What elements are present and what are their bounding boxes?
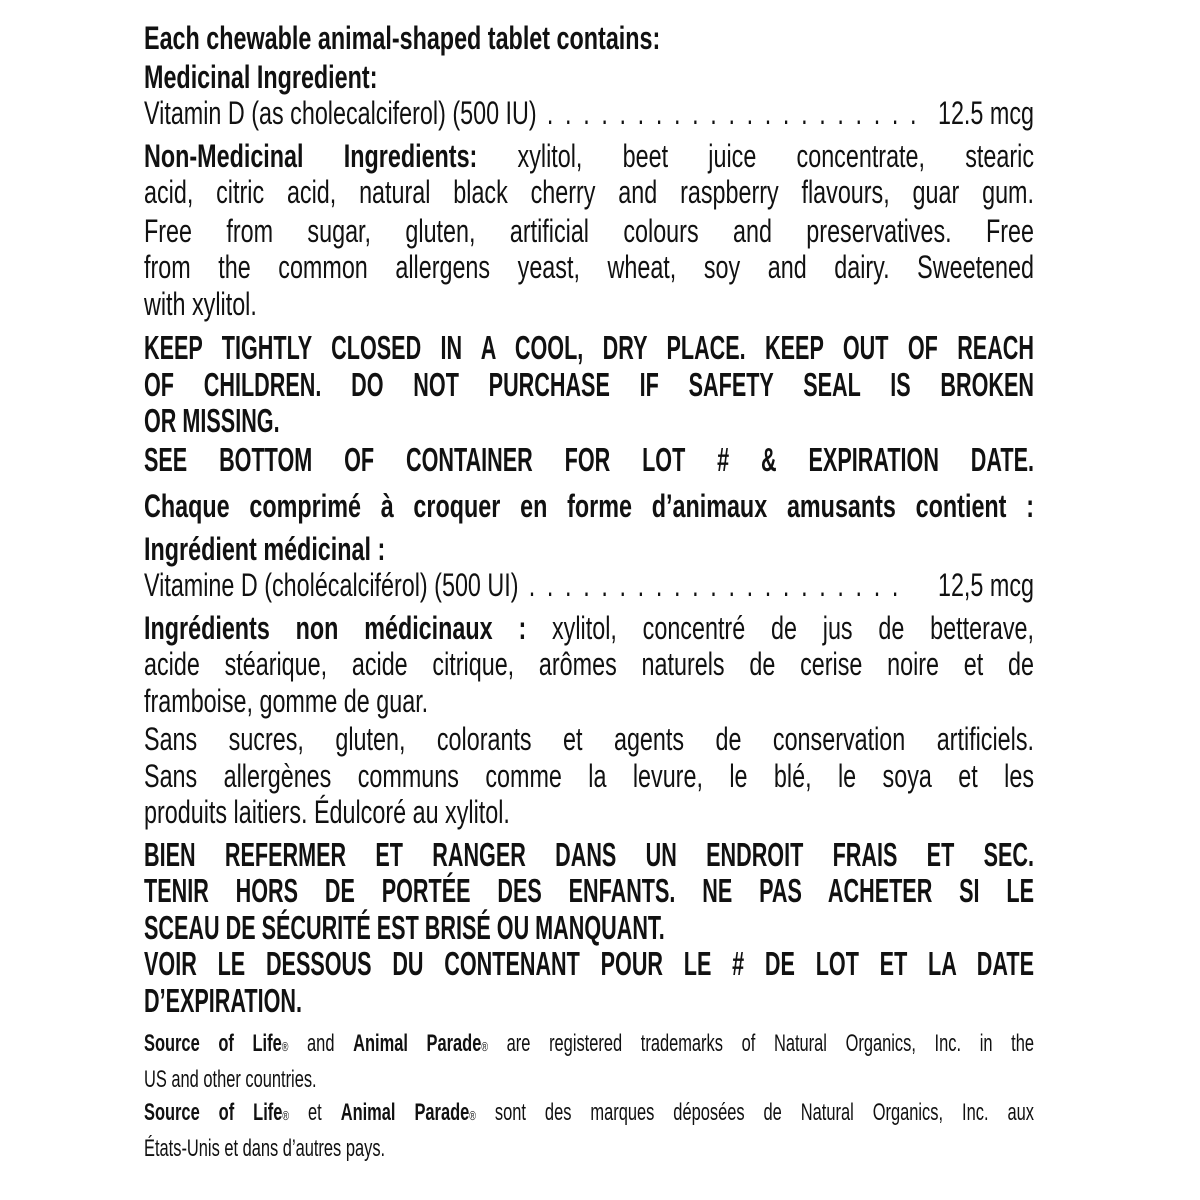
fr-non-medicinal-heading: Ingrédients non médicinaux : — [144, 609, 527, 646]
registered-mark: ® — [281, 1039, 289, 1054]
en-storage-warning-line3: OR MISSING. — [144, 402, 280, 439]
en-lot-expiration-line: SEE BOTTOM OF CONTAINER FOR LOT # & EXPIRATION DATE. — [144, 440, 1034, 478]
fr-vitamin-d-row — [144, 567, 1034, 604]
registered-mark: ® — [282, 1108, 290, 1123]
en-storage-warning-line2: OF CHILDREN. DO NOT PURCHASE IF SAFETY SEAL IS BROKEN — [144, 365, 1034, 403]
footer-en-rest: are registered trademarks of Natural Organics, Inc. in the — [488, 1030, 1034, 1057]
fr-non-medicinal-line2: acide stéarique, acide citrique, arômes naturels de cerise noire et de — [144, 646, 1034, 682]
en-contains-heading: Each chewable animal-shaped tablet contains: — [144, 20, 661, 56]
en-storage-warning-line1: KEEP TIGHTLY CLOSED IN A COOL, DRY PLACE. KEEP OUT OF REACH — [144, 329, 1034, 366]
footer-en-joiner: and — [288, 1030, 354, 1057]
en-vitamin-d-row — [144, 95, 1034, 132]
footer-fr-joiner: et — [289, 1099, 341, 1126]
fr-non-medicinal-line3: framboise, gomme de guar. — [144, 682, 429, 719]
en-medicinal-heading: Medicinal Ingredient: — [144, 58, 378, 95]
footer-trademark-en-line2: US and other countries. — [144, 1066, 317, 1093]
en-free-from-line2: from the common allergens yeast, wheat, soy and dairy. Sweetened — [144, 249, 1034, 285]
dot-leader: ..................... — [546, 95, 929, 131]
brand-animal-parade: Animal Parade — [353, 1030, 482, 1057]
fr-free-from-line1: Sans sucres, gluten, colorants et agents de conservation artificiels. — [144, 721, 1034, 757]
en-vitamin-d-name: Vitamin D (as cholecalciferol) (500 IU) — [144, 95, 537, 131]
brand-animal-parade: Animal Parade — [340, 1099, 470, 1126]
footer-trademark-fr-line1 — [144, 1096, 1034, 1132]
en-non-medicinal-line2: acid, citric acid, natural black cherry and raspberry flavours, guar gum. — [144, 174, 1034, 210]
en-vitamin-d-amount: 12.5 mcg — [937, 95, 1034, 131]
fr-storage-warning-line1: BIEN REFERMER ET RANGER DANS UN ENDROIT FRAIS ET SEC. — [144, 835, 1034, 873]
fr-non-medicinal-line1 — [144, 610, 1034, 647]
fr-contains-heading: Chaque comprimé à croquer en forme d’animaux amusants contient : — [144, 488, 1034, 524]
ingredient-label-panel — [144, 20, 1200, 1165]
brand-source-of-life: Source of Life — [144, 1099, 283, 1126]
fr-non-medicinal-line1-rest: xylitol, concentré de jus de betterave, — [526, 609, 1034, 646]
fr-lot-expiration-line1: VOIR LE DESSOUS DU CONTENANT POUR LE # DE LOT ET LA DATE — [144, 945, 1034, 982]
fr-vitamin-d-amount: 12,5 mcg — [937, 567, 1034, 603]
fr-free-from-line3: produits laitiers. Édulcoré au xylitol. — [144, 794, 510, 830]
en-non-medicinal-heading: Non-Medicinal Ingredients: — [144, 137, 478, 174]
fr-vitamin-d-name: Vitamine D (cholécalciférol) (500 UI) — [144, 567, 519, 603]
en-free-from-line3: with xylitol. — [144, 285, 257, 322]
en-non-medicinal-line1-rest: xylitol, beet juice concentrate, stearic — [477, 137, 1034, 174]
brand-source-of-life: Source of Life — [144, 1030, 282, 1057]
footer-fr-rest: sont des marques déposées de Natural Organics, Inc. aux — [475, 1099, 1034, 1126]
fr-medicinal-heading: Ingrédient médicinal : — [144, 530, 386, 567]
en-non-medicinal-line1 — [144, 138, 1034, 175]
dot-leader: ..................... — [528, 567, 911, 603]
registered-mark: ® — [469, 1108, 476, 1123]
footer-trademark-en-line1 — [144, 1027, 1034, 1063]
en-free-from-line1: Free from sugar, gluten, artificial colours and preservatives. Free — [144, 212, 1034, 249]
footer-trademark-fr-line2: États-Unis et dans d’autres pays. — [144, 1135, 386, 1162]
fr-free-from-line2: Sans allergènes communs comme la levure, le blé, le soya et les — [144, 757, 1034, 794]
fr-lot-expiration-line2: D’EXPIRATION. — [144, 981, 302, 1019]
fr-storage-warning-line2: TENIR HORS DE PORTÉE DES ENFANTS. NE PAS ACHETER SI LE — [144, 872, 1034, 909]
registered-mark: ® — [481, 1039, 489, 1054]
fr-storage-warning-line3: SCEAU DE SÉCURITÉ EST BRISÉ OU MANQUANT. — [144, 908, 665, 946]
